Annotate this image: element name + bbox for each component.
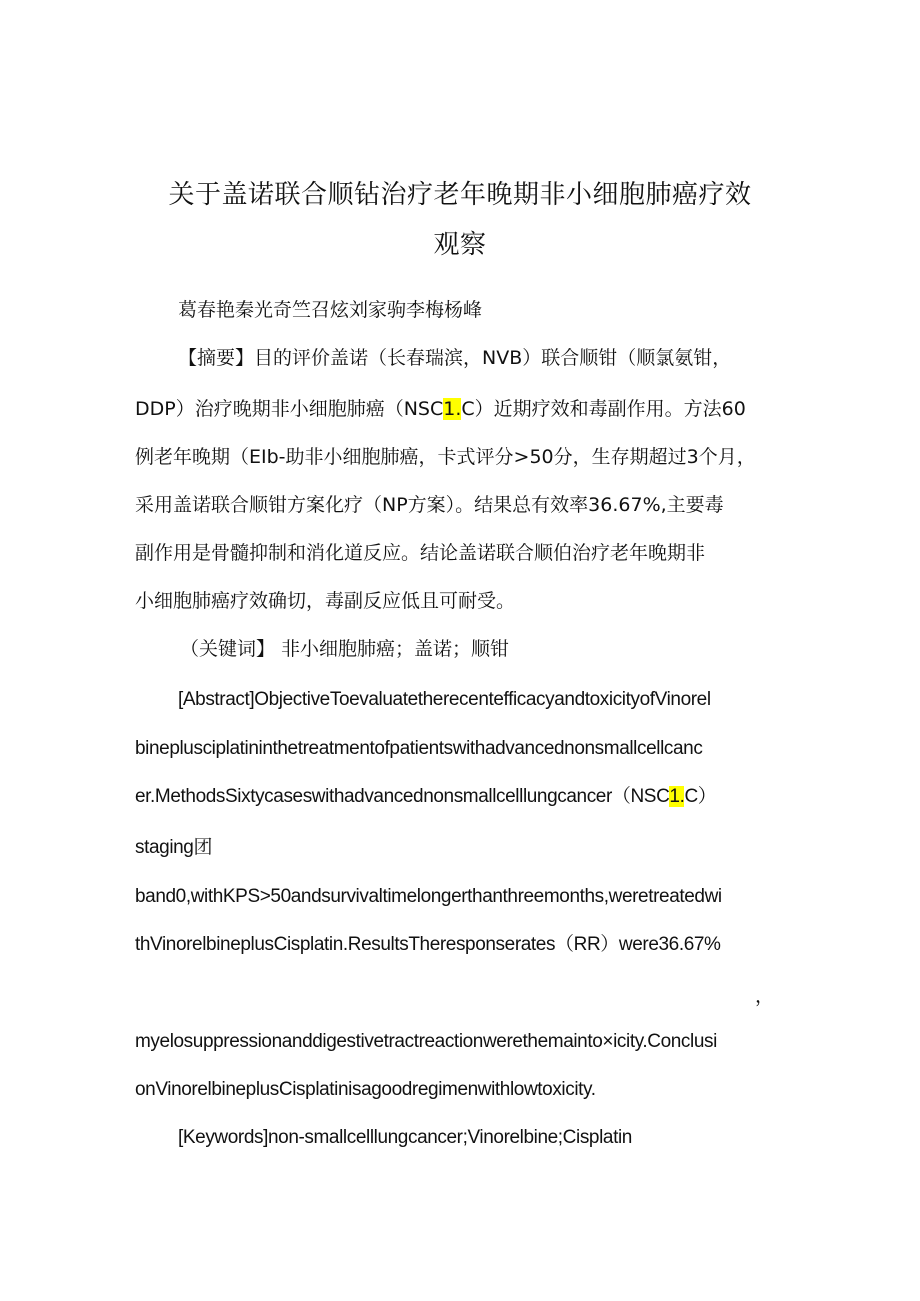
- highlighted-text: 1.: [669, 786, 685, 807]
- abstract-cn-line-4: 采用盖诺联合顺钳方案化疗（NP方案）。结果总有效率36.67%,主要毒: [135, 494, 724, 516]
- abstract-en-line-8: myelosuppressionanddigestivetractreactionwerethemainto×icity.Conclusi: [135, 1031, 717, 1052]
- abstract-cn-line-1: 【摘要】目的评价盖诺（长春瑞滨，NVB）联合顺钳（顺氯氨钳，: [178, 347, 732, 369]
- abstract-en-line-1: [Abstract]ObjectiveToevaluatetherecentefficacyandtoxicityofVinorel: [178, 689, 711, 710]
- highlighted-text: 1.: [443, 398, 462, 420]
- abstract-cn-line-5: 副作用是骨髓抑制和消化道反应。结论盖诺联合顺伯治疗老年晚期非: [135, 542, 706, 564]
- abstract-en-line-4: staging团: [135, 837, 213, 858]
- abstract-en-line-5: band0,withKPS>50andsurvivaltimelongerthanthreemonths,weretreatedwi: [135, 886, 722, 907]
- title-line-1: 关于盖诺联合顺钻治疗老年晚期非小细胞肺癌疗效: [168, 180, 752, 210]
- abstract-cn-line-6: 小细胞肺癌疗效确切，毒副反应低且可耐受。: [135, 590, 516, 612]
- title-line-2: 观察: [433, 230, 487, 260]
- abstract-cn-line-2: [135, 397, 746, 421]
- abstract-cn-line-3: 例老年晚期（EIb-助非小细胞肺癌，卡式评分>50分，生存期超过3个月，: [135, 446, 756, 468]
- abstract-en-line-6: thVinorelbineplusCisplatin.ResultsTheresponserates（RR）were36.67%: [135, 934, 721, 955]
- abstract-en-line-3: [135, 785, 716, 809]
- keywords-en: [Keywords]non-smallcelllungcancer;Vinorelbine;Cisplatin: [178, 1127, 632, 1148]
- abstract-cn-line-2b: C）近期疗效和毒副作用。方法60: [461, 398, 746, 420]
- abstract-en-line-2: bineplusciplatininthetreatmentofpatientswithadvancednonsmallcellcanc: [135, 738, 703, 759]
- abstract-cn-line-2a: DDP）治疗晚期非小细胞肺癌（NSC: [135, 398, 444, 420]
- abstract-en-line-3a: er.MethodsSixtycaseswithadvancednonsmallcelllungcancer（NSC: [135, 786, 670, 807]
- abstract-en-line-7: ，: [755, 986, 774, 1007]
- abstract-en-line-9: onVinorelbineplusCisplatinisagoodregimenwithlowtoxicity.: [135, 1079, 596, 1100]
- authors: 葛春艳秦光奇竺召炫刘家驹李梅杨峰: [178, 299, 483, 321]
- keywords-cn: （关键词】 非小细胞肺癌；盖诺；顺钳: [180, 638, 510, 660]
- abstract-en-line-3b: C）: [684, 786, 717, 807]
